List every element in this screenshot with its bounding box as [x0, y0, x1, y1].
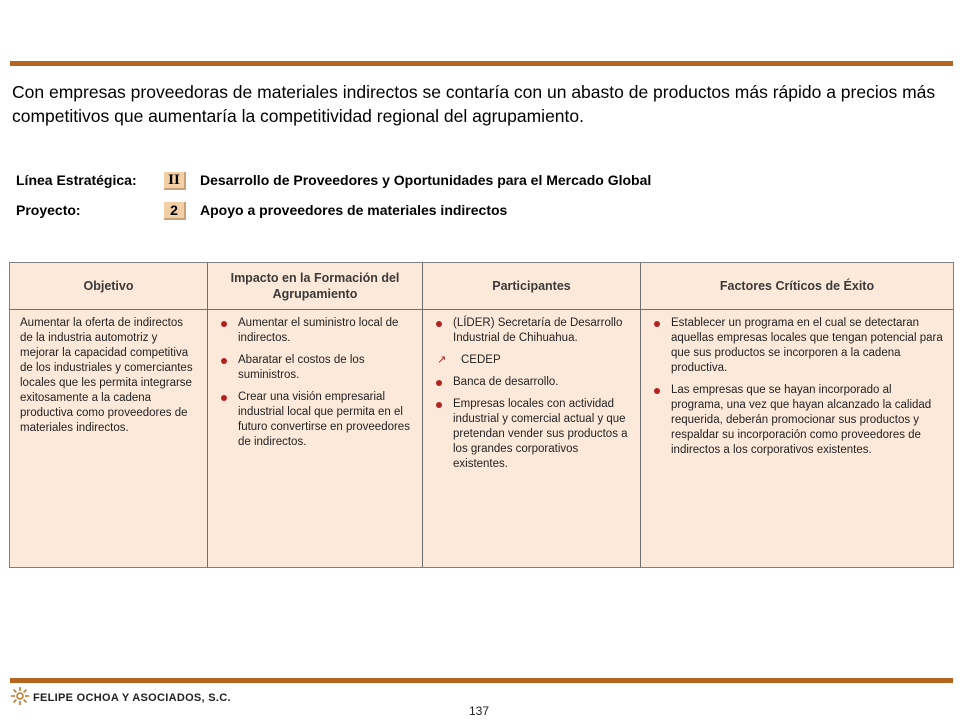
bullet-icon: [221, 321, 227, 327]
bullet-icon: [221, 395, 227, 401]
page-number: 137: [469, 704, 490, 718]
top-rule: [10, 61, 953, 66]
list-item: Abaratar el costos de los suministros.: [218, 353, 412, 383]
list-item: Empresas locales con actividad industrial y comercial actual y que pretendan vender sus productos a los grandes corporativos existentes.: [433, 397, 630, 472]
list-item: (LÍDER) Secretaría de Desarrollo Industrial de Chihuahua.: [433, 316, 630, 346]
list-item: Las empresas que se hayan incorporado al programa, una vez que hayan alcanzado la calidad requerida, deberán promocionar sus productos y respaldar su incorporación como proveedores de indirectos a los corporativos existentes.: [651, 383, 943, 458]
column-participantes: [422, 263, 640, 567]
column-objetivo: [10, 263, 207, 567]
proyecto-label: Proyecto:: [16, 202, 81, 218]
bullet-icon: [436, 380, 442, 386]
objetivo-text: Aumentar la oferta de indirectos de la industria automotriz y mejorar la capacidad competitiva de los industriales y comerciantes locales que les permita integrarse exitosamente a la cadena productiva como proveedores de materiales indirectos.: [20, 317, 193, 434]
linea-label: Línea Estratégica:: [16, 172, 137, 188]
column-impacto: [207, 263, 422, 567]
header-objetivo: Objetivo: [10, 263, 207, 310]
list-item: ↗ CEDEP: [437, 354, 501, 366]
proyecto-code-badge: 2: [164, 202, 186, 220]
intro-paragraph: Con empresas proveedoras de materiales indirectos se contaría con un abasto de productos más rápido a precios más competitivos que aumentaría la competitividad regional del agrupamiento.: [12, 82, 936, 126]
header-participantes: Participantes: [423, 263, 640, 310]
bullet-icon: [654, 321, 660, 327]
list-item: Establecer un programa en el cual se detectaran aquellas empresas locales que tengan potencial para que sus productos se incorporen a la cadena productiva.: [651, 316, 943, 376]
list-item: Crear una visión empresarial industrial local que permita en el futuro convertirse en proveedores de indirectos.: [218, 390, 412, 450]
list-item: Aumentar el suministro local de indirectos.: [218, 316, 412, 346]
bullet-icon: [654, 388, 660, 394]
bullet-icon: [436, 402, 442, 408]
header-impacto: Impacto en la Formación del Agrupamiento: [208, 263, 422, 310]
bullet-icon: [436, 321, 442, 327]
company-logo-icon: [10, 686, 30, 706]
list-item: Banca de desarrollo.: [433, 375, 630, 390]
header-factores: Factores Críticos de Éxito: [641, 263, 953, 310]
column-factores: [640, 263, 953, 567]
company-name: FELIPE OCHOA Y ASOCIADOS, S.C.: [33, 692, 231, 704]
strategy-table: [9, 262, 954, 568]
linea-value: Desarrollo de Proveedores y Oportunidades para el Mercado Global: [200, 172, 652, 188]
linea-code-badge: II: [164, 172, 186, 190]
proyecto-value: Apoyo a proveedores de materiales indirectos: [200, 202, 508, 218]
arrow-icon: ↗: [437, 354, 447, 366]
bottom-rule: [10, 678, 953, 683]
bullet-icon: [221, 358, 227, 364]
